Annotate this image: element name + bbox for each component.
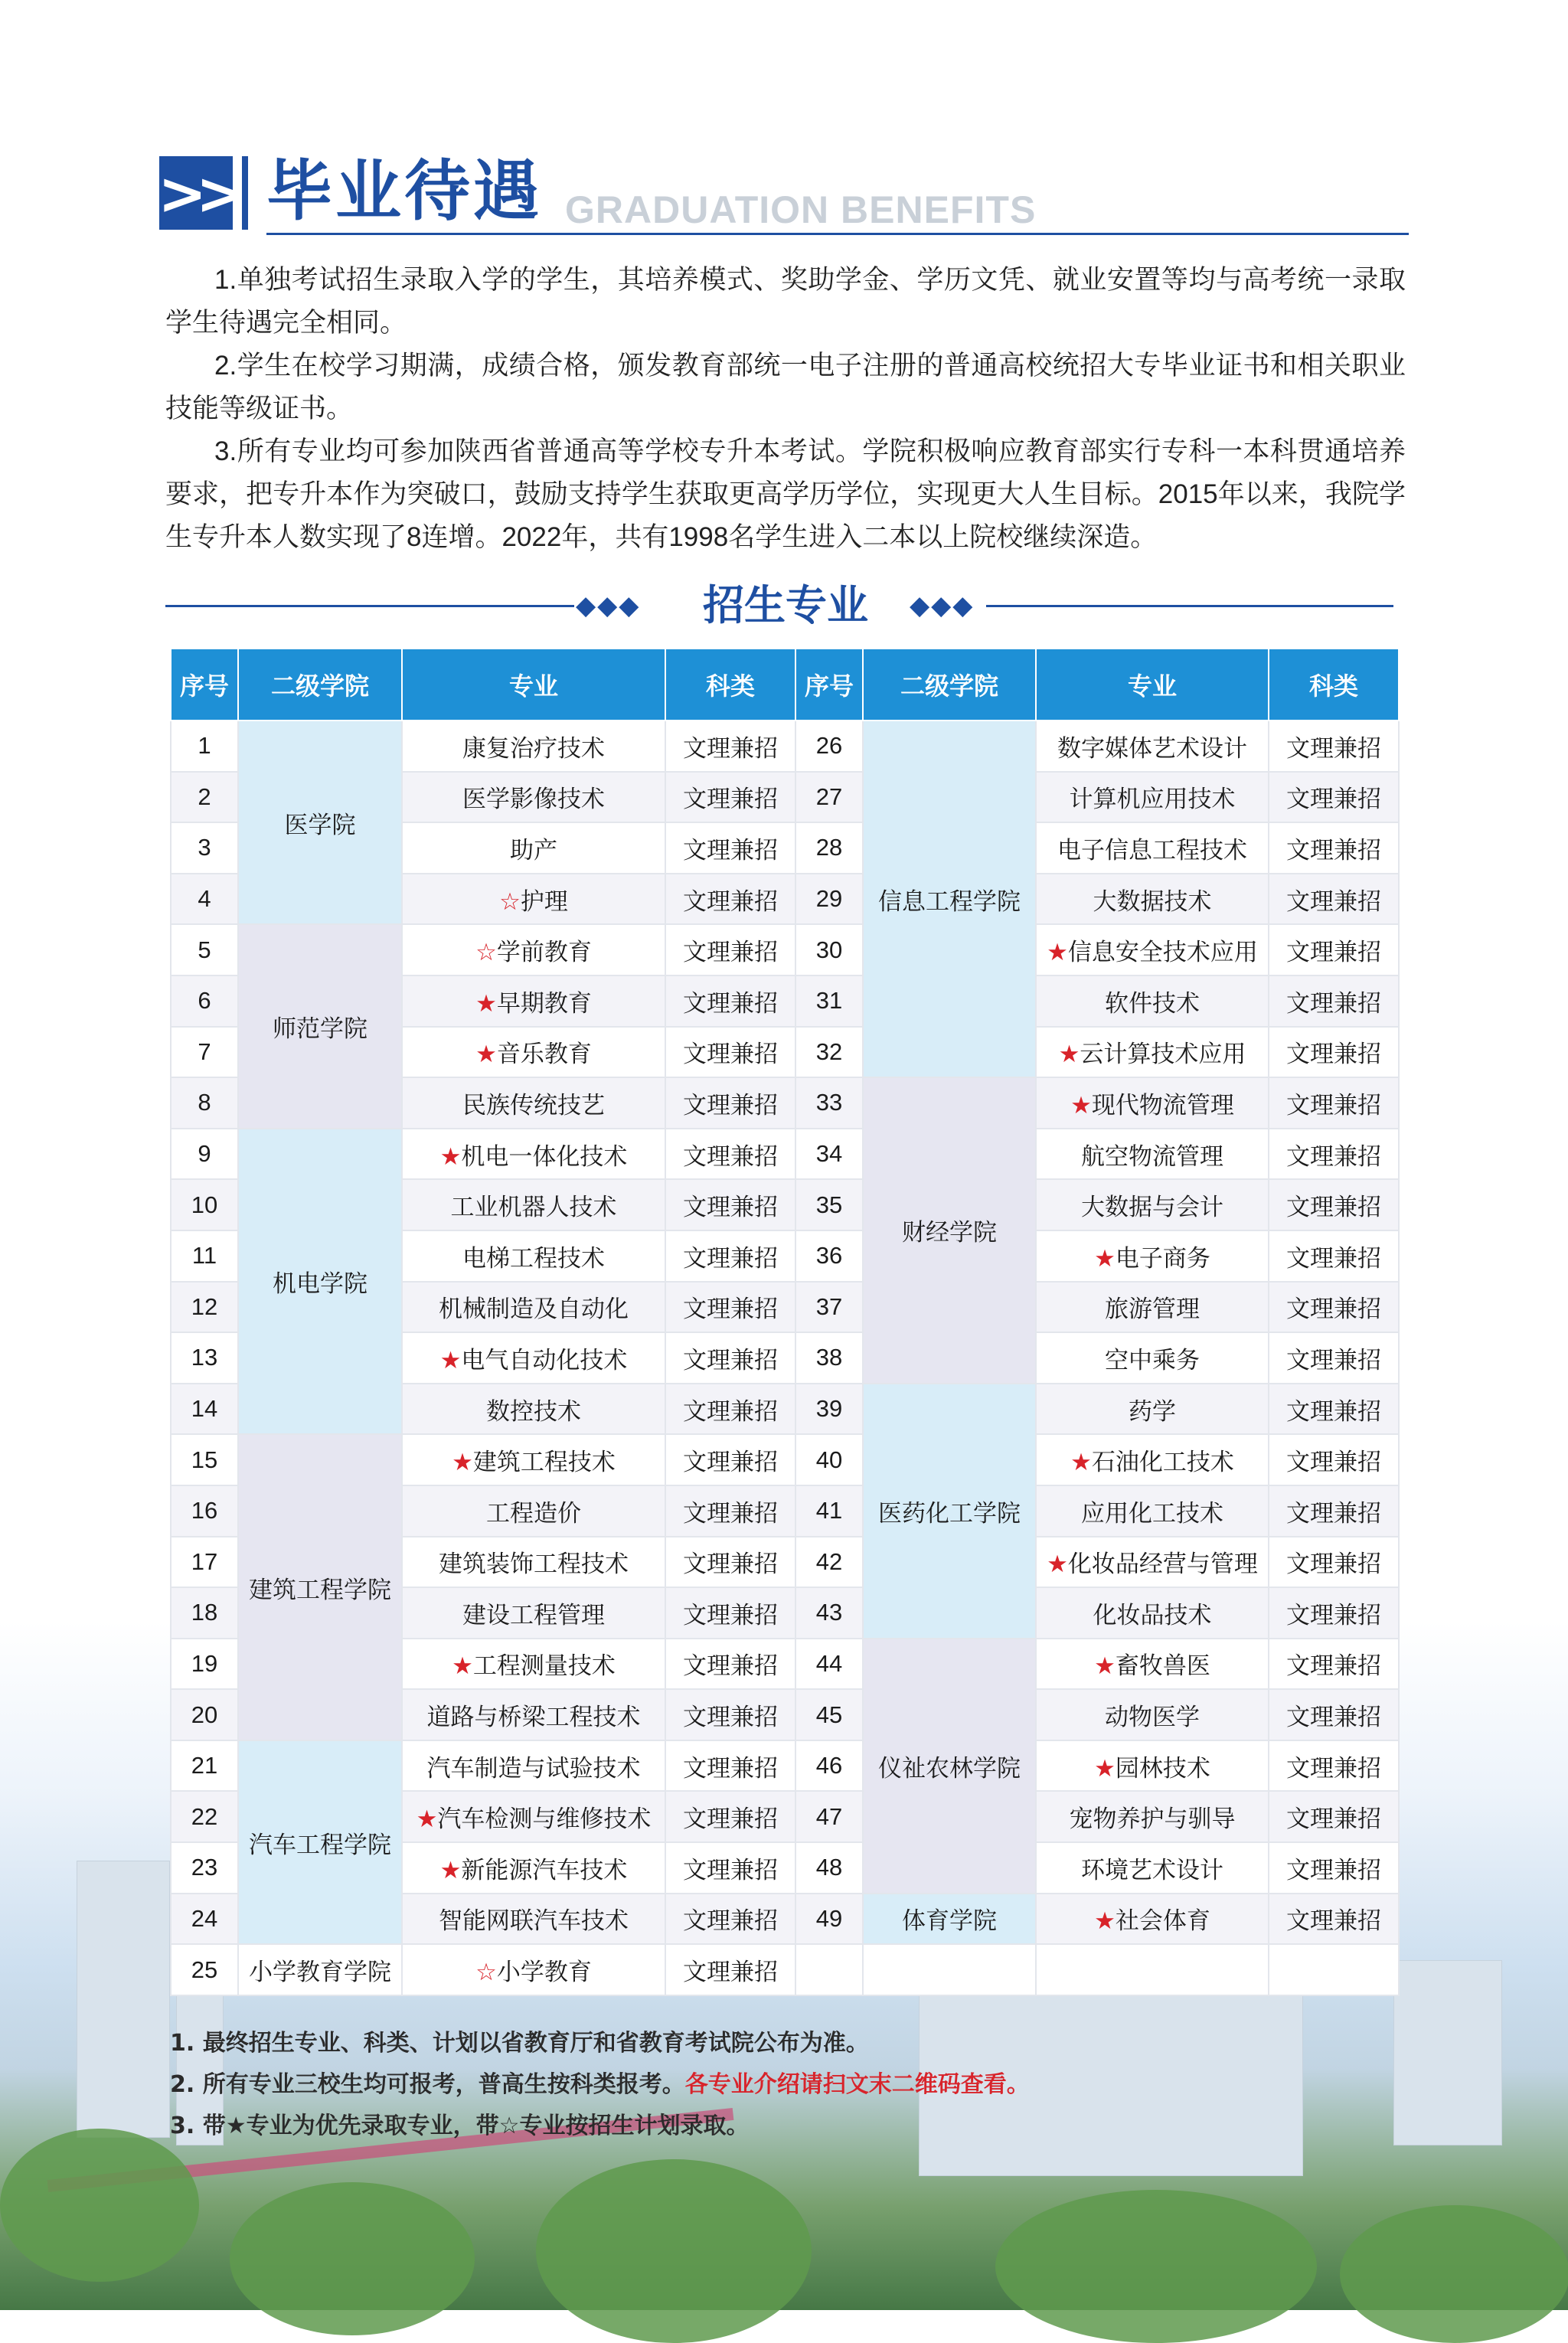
college-cell: 小学教育学院 <box>238 1944 402 1995</box>
category-cell: 文理兼招 <box>665 1537 795 1588</box>
major-name: 电梯工程技术 <box>462 1244 605 1272</box>
solid-star-icon: ★ <box>1094 1652 1116 1680</box>
category-cell: 文理兼招 <box>665 1689 795 1740</box>
row-number: 46 <box>795 1740 863 1792</box>
category-cell: 文理兼招 <box>1269 721 1399 772</box>
row-number: 2 <box>171 772 238 823</box>
background-tree <box>230 2182 475 2335</box>
major-name: 民族传统技艺 <box>462 1091 605 1119</box>
row-number: 28 <box>795 822 863 874</box>
major-cell <box>402 1179 665 1230</box>
header-cell: 专业 <box>1036 649 1269 721</box>
major-name: 助产 <box>510 836 557 864</box>
category-cell: 文理兼招 <box>665 975 795 1027</box>
row-number: 38 <box>795 1332 863 1384</box>
row-number: 27 <box>795 772 863 823</box>
major-cell <box>1036 1791 1269 1842</box>
note-text: 1. 最终招生专业、科类、计划以省教育厅和省教育考试院公布为准。 <box>170 2030 869 2057</box>
category-cell: 文理兼招 <box>665 1944 795 1995</box>
benefit-paragraph: 1.单独考试招生录取入学的学生，其培养模式、奖助学金、学历文凭、就业安置等均与高考统一录取学生待遇完全相同。 <box>165 265 1406 338</box>
hollow-star-icon: ☆ <box>499 887 521 915</box>
row-number: 25 <box>171 1944 238 1995</box>
major-cell <box>402 1689 665 1740</box>
row-number: 1 <box>171 721 238 772</box>
note-line <box>170 2106 1472 2147</box>
solid-star-icon: ★ <box>452 1449 473 1476</box>
major-cell <box>402 1077 665 1129</box>
solid-star-icon: ★ <box>439 1142 462 1170</box>
solid-star-icon: ★ <box>1047 1551 1068 1578</box>
row-number: 19 <box>171 1639 238 1690</box>
major-cell <box>1036 1282 1269 1333</box>
major-name: 空中乘务 <box>1105 1346 1200 1374</box>
category-cell: 文理兼招 <box>1269 1639 1399 1690</box>
major-cell <box>1036 822 1269 874</box>
major-name: 电子商务 <box>1115 1244 1210 1272</box>
category-cell: 文理兼招 <box>1269 1587 1399 1639</box>
category-cell: 文理兼招 <box>1269 1894 1399 1945</box>
row-number: 26 <box>795 721 863 772</box>
category-cell: 文理兼招 <box>665 1027 795 1078</box>
major-name: 数控技术 <box>486 1397 581 1425</box>
major-name: 计算机应用技术 <box>1069 786 1236 813</box>
category-cell: 文理兼招 <box>665 1282 795 1333</box>
row-number: 7 <box>171 1027 238 1078</box>
majors-section-title <box>165 579 1393 632</box>
major-name: 环境艺术设计 <box>1081 1856 1223 1884</box>
college-cell: 医学院 <box>238 721 402 924</box>
heading-bar <box>242 156 248 230</box>
category-cell: 文理兼招 <box>665 1842 795 1894</box>
row-number: 12 <box>171 1282 238 1333</box>
college-cell: 机电学院 <box>238 1129 402 1435</box>
table-row <box>171 1434 1399 1485</box>
header-cell: 序号 <box>795 649 863 721</box>
college-cell: 医药化工学院 <box>863 1384 1036 1639</box>
solid-star-icon: ★ <box>1070 1091 1092 1119</box>
category-cell: 文理兼招 <box>665 1740 795 1792</box>
category-cell: 文理兼招 <box>665 1129 795 1180</box>
row-number: 4 <box>171 874 238 925</box>
major-cell <box>1036 1027 1269 1078</box>
major-cell <box>1036 1740 1269 1792</box>
major-cell <box>1036 1230 1269 1282</box>
major-name: 道路与桥梁工程技术 <box>426 1704 641 1731</box>
major-name: 药学 <box>1129 1397 1176 1425</box>
row-number: 14 <box>171 1384 238 1435</box>
row-number: 15 <box>171 1434 238 1485</box>
solid-star-icon: ★ <box>475 1041 497 1068</box>
major-cell <box>1036 1639 1269 1690</box>
notes <box>170 2023 1472 2147</box>
category-cell: 文理兼招 <box>1269 1027 1399 1078</box>
row-number: 21 <box>171 1740 238 1792</box>
major-name: 音乐教育 <box>496 1041 592 1068</box>
category-cell: 文理兼招 <box>665 772 795 823</box>
category-cell: 文理兼招 <box>1269 874 1399 925</box>
major-cell <box>402 1537 665 1588</box>
major-cell <box>402 975 665 1027</box>
solid-star-icon: ★ <box>1058 1041 1080 1068</box>
note-line <box>170 2064 1472 2106</box>
hollow-star-icon: ☆ <box>475 1959 497 1986</box>
section-title: 招生专业 <box>703 581 868 629</box>
row-number: 6 <box>171 975 238 1027</box>
major-name: 电气自动化技术 <box>461 1346 628 1374</box>
background-tree <box>536 2159 812 2343</box>
major-name: 社会体育 <box>1115 1907 1210 1935</box>
category-cell: 文理兼招 <box>1269 1842 1399 1894</box>
row-number: 42 <box>795 1537 863 1588</box>
solid-star-icon: ★ <box>439 1856 462 1884</box>
major-cell <box>402 1282 665 1333</box>
category-cell: 文理兼招 <box>665 1077 795 1129</box>
note-line <box>170 2023 1472 2064</box>
major-name: 智能网联汽车技术 <box>439 1907 629 1935</box>
major-cell <box>1036 975 1269 1027</box>
row-number: 47 <box>795 1791 863 1842</box>
major-name: 石油化工技术 <box>1091 1449 1234 1476</box>
college-cell: 财经学院 <box>863 1077 1036 1384</box>
category-cell: 文理兼招 <box>1269 1282 1399 1333</box>
row-number: 35 <box>795 1179 863 1230</box>
category-cell: 文理兼招 <box>665 874 795 925</box>
major-name: 工业机器人技术 <box>450 1194 617 1221</box>
solid-star-icon: ★ <box>416 1805 438 1833</box>
major-name: 软件技术 <box>1105 989 1200 1017</box>
category-cell: 文理兼招 <box>665 924 795 975</box>
row-number: 16 <box>171 1485 238 1537</box>
divider-line <box>165 605 574 607</box>
major-name: 旅游管理 <box>1105 1296 1200 1323</box>
category-cell: 文理兼招 <box>1269 924 1399 975</box>
row-number: 13 <box>171 1332 238 1384</box>
table-body <box>171 721 1399 1995</box>
row-number: 30 <box>795 924 863 975</box>
category-cell: 文理兼招 <box>665 1434 795 1485</box>
major-name: 信息安全技术应用 <box>1067 939 1258 966</box>
note-text: 2. 所有专业三校生均可报考，普高生按科类报考。 <box>170 2071 685 2098</box>
major-cell <box>1036 924 1269 975</box>
header-cell: 二级学院 <box>238 649 402 721</box>
major-cell <box>402 1027 665 1078</box>
major-name: 云计算技术应用 <box>1080 1041 1246 1068</box>
major-name: 数字媒体艺术设计 <box>1057 734 1247 762</box>
major-name: 畜牧兽医 <box>1115 1652 1210 1680</box>
row-number: 29 <box>795 874 863 925</box>
row-number: 11 <box>171 1230 238 1282</box>
row-number: 41 <box>795 1485 863 1537</box>
row-number: 22 <box>171 1791 238 1842</box>
major-name: 工程造价 <box>486 1499 581 1527</box>
row-number: 18 <box>171 1587 238 1639</box>
table-row <box>171 721 1399 772</box>
category-cell: 文理兼招 <box>1269 1332 1399 1384</box>
category-cell: 文理兼招 <box>665 1179 795 1230</box>
category-cell: 文理兼招 <box>665 1894 795 1945</box>
row-number: 36 <box>795 1230 863 1282</box>
row-number: 34 <box>795 1129 863 1180</box>
category-cell: 文理兼招 <box>665 1485 795 1537</box>
major-name: 化妆品经营与管理 <box>1067 1551 1258 1578</box>
major-cell <box>1036 1587 1269 1639</box>
empty-cell <box>1269 1944 1399 1995</box>
major-cell <box>1036 1332 1269 1384</box>
row-number: 40 <box>795 1434 863 1485</box>
major-cell <box>402 822 665 874</box>
major-cell <box>402 1944 665 1995</box>
row-number: 5 <box>171 924 238 975</box>
header-cell: 科类 <box>665 649 795 721</box>
row-number: 17 <box>171 1537 238 1588</box>
solid-star-icon: ★ <box>452 1652 473 1680</box>
major-cell <box>1036 1485 1269 1537</box>
background-building <box>77 1861 170 2138</box>
major-cell <box>1036 1179 1269 1230</box>
college-cell: 体育学院 <box>863 1894 1036 1945</box>
category-cell: 文理兼招 <box>1269 1791 1399 1842</box>
major-cell <box>402 1485 665 1537</box>
major-cell <box>1036 874 1269 925</box>
major-name: 机电一体化技术 <box>461 1142 628 1170</box>
major-cell <box>402 772 665 823</box>
major-name: 动物医学 <box>1105 1704 1200 1731</box>
benefits-text <box>165 259 1406 559</box>
major-name: 康复治疗技术 <box>462 734 605 762</box>
benefit-paragraph: 3.所有专业均可参加陕西省普通高等学校专升本考试。学院积极响应教育部实行专科一本科贯通培养要求，把专升本作为突破口，鼓励支持学生获取更高学历学位，实现更大人生目标。2015年以来，我院学生专升本人数实现了8连增。2022年，共有1998名学生进入二本以上院校继续深造。 <box>165 436 1406 552</box>
row-number: 24 <box>171 1894 238 1945</box>
major-name: 建设工程管理 <box>462 1601 605 1629</box>
major-cell <box>402 1129 665 1180</box>
solid-star-icon: ★ <box>475 989 497 1017</box>
major-name: 园林技术 <box>1115 1754 1210 1782</box>
row-number: 10 <box>171 1179 238 1230</box>
table-row <box>171 1740 1399 1792</box>
major-cell <box>402 1384 665 1435</box>
category-cell: 文理兼招 <box>665 1384 795 1435</box>
solid-star-icon: ★ <box>1094 1754 1116 1782</box>
row-number: 33 <box>795 1077 863 1129</box>
category-cell: 文理兼招 <box>1269 975 1399 1027</box>
major-name: 建筑工程技术 <box>472 1449 616 1476</box>
row-number: 43 <box>795 1587 863 1639</box>
empty-cell <box>1036 1944 1269 1995</box>
header-cell: 二级学院 <box>863 649 1036 721</box>
major-cell <box>402 874 665 925</box>
college-cell: 建筑工程学院 <box>238 1434 402 1740</box>
major-name: 新能源汽车技术 <box>461 1856 628 1884</box>
row-number: 44 <box>795 1639 863 1690</box>
note-text: 3. 带★专业为优先录取专业，带☆专业按招生计划录取。 <box>170 2113 750 2139</box>
solid-star-icon: ★ <box>439 1346 462 1374</box>
major-name: 早期教育 <box>496 989 592 1017</box>
major-cell <box>1036 721 1269 772</box>
major-cell <box>402 1332 665 1384</box>
table-row <box>171 924 1399 975</box>
table-row <box>171 1944 1399 1995</box>
row-number: 8 <box>171 1077 238 1129</box>
category-cell: 文理兼招 <box>1269 1485 1399 1537</box>
college-cell: 师范学院 <box>238 924 402 1128</box>
category-cell: 文理兼招 <box>1269 822 1399 874</box>
row-number: 9 <box>171 1129 238 1180</box>
major-cell <box>402 924 665 975</box>
row-number: 31 <box>795 975 863 1027</box>
note-highlight: 各专业介绍请扫文末二维码查看。 <box>684 2071 1030 2098</box>
major-cell <box>1036 1129 1269 1180</box>
major-name: 大数据与会计 <box>1081 1194 1223 1221</box>
major-name: 电子信息工程技术 <box>1057 836 1247 864</box>
background-tree <box>995 2190 1317 2343</box>
major-cell <box>1036 1537 1269 1588</box>
college-cell: 仪祉农林学院 <box>863 1639 1036 1894</box>
major-cell <box>402 1230 665 1282</box>
category-cell: 文理兼招 <box>665 721 795 772</box>
major-name: 医学影像技术 <box>462 786 605 813</box>
major-cell <box>1036 1894 1269 1945</box>
category-cell: 文理兼招 <box>665 1587 795 1639</box>
heading-title-english: GRADUATION BENEFITS <box>565 188 1037 231</box>
category-cell: 文理兼招 <box>1269 772 1399 823</box>
solid-star-icon: ★ <box>1094 1244 1116 1272</box>
row-number: 39 <box>795 1384 863 1435</box>
background-tree <box>1340 2205 1568 2343</box>
category-cell: 文理兼招 <box>1269 1740 1399 1792</box>
category-cell: 文理兼招 <box>665 1639 795 1690</box>
major-name: 化妆品技术 <box>1093 1601 1212 1629</box>
row-number: 45 <box>795 1689 863 1740</box>
solid-star-icon: ★ <box>1094 1907 1116 1935</box>
empty-cell <box>863 1944 1036 1995</box>
row-number: 3 <box>171 822 238 874</box>
category-cell: 文理兼招 <box>1269 1129 1399 1180</box>
row-number: 48 <box>795 1842 863 1894</box>
row-number: 49 <box>795 1894 863 1945</box>
major-name: 航空物流管理 <box>1081 1142 1223 1170</box>
major-cell <box>402 1587 665 1639</box>
category-cell: 文理兼招 <box>665 1791 795 1842</box>
major-cell <box>1036 772 1269 823</box>
section-heading <box>159 153 1409 237</box>
divider-line <box>986 605 1393 607</box>
diamond-icon: ◆◆◆ <box>576 590 641 621</box>
major-name: 大数据技术 <box>1093 887 1212 915</box>
heading-title: 毕业待遇 <box>266 152 542 230</box>
category-cell: 文理兼招 <box>1269 1689 1399 1740</box>
major-name: 现代物流管理 <box>1091 1091 1234 1119</box>
hollow-star-icon: ☆ <box>475 939 497 966</box>
header-cell: 序号 <box>171 649 238 721</box>
category-cell: 文理兼招 <box>1269 1384 1399 1435</box>
category-cell: 文理兼招 <box>1269 1179 1399 1230</box>
major-cell <box>1036 1434 1269 1485</box>
major-cell <box>1036 1077 1269 1129</box>
major-name: 宠物养护与驯导 <box>1069 1805 1236 1833</box>
solid-star-icon: ★ <box>1070 1449 1092 1476</box>
diamond-icon: ◆◆◆ <box>910 590 975 621</box>
background-tree <box>0 2129 199 2282</box>
table-header-row <box>171 649 1399 721</box>
major-cell <box>402 1791 665 1842</box>
college-cell: 汽车工程学院 <box>238 1740 402 1944</box>
category-cell: 文理兼招 <box>665 822 795 874</box>
major-cell <box>402 721 665 772</box>
row-number: 20 <box>171 1689 238 1740</box>
category-cell: 文理兼招 <box>665 1230 795 1282</box>
major-name: 护理 <box>520 887 568 915</box>
heading-underline <box>266 233 1409 235</box>
major-name: 应用化工技术 <box>1081 1499 1223 1527</box>
major-name: 学前教育 <box>496 939 592 966</box>
row-number: 23 <box>171 1842 238 1894</box>
row-number: 32 <box>795 1027 863 1078</box>
major-name: 工程测量技术 <box>472 1652 616 1680</box>
solid-star-icon: ★ <box>1047 939 1068 966</box>
category-cell: 文理兼招 <box>1269 1434 1399 1485</box>
major-cell <box>402 1434 665 1485</box>
header-cell: 专业 <box>402 649 665 721</box>
header-cell: 科类 <box>1269 649 1399 721</box>
category-cell: 文理兼招 <box>1269 1230 1399 1282</box>
category-cell: 文理兼招 <box>665 1332 795 1384</box>
major-cell <box>1036 1842 1269 1894</box>
row-number: 37 <box>795 1282 863 1333</box>
empty-cell <box>795 1944 863 1995</box>
major-name: 汽车制造与试验技术 <box>426 1754 641 1782</box>
major-cell <box>402 1842 665 1894</box>
major-name: 机械制造及自动化 <box>439 1296 629 1323</box>
major-cell <box>402 1894 665 1945</box>
major-cell <box>402 1740 665 1792</box>
major-cell <box>402 1639 665 1690</box>
college-cell: 信息工程学院 <box>863 721 1036 1077</box>
category-cell: 文理兼招 <box>1269 1077 1399 1129</box>
major-name: 建筑装饰工程技术 <box>439 1551 629 1578</box>
major-cell <box>1036 1689 1269 1740</box>
table-row <box>171 1129 1399 1180</box>
benefit-paragraph: 2.学生在校学习期满，成绩合格，颁发教育部统一电子注册的普通高校统招大专毕业证书和相关职业技能等级证书。 <box>165 351 1406 423</box>
major-name: 小学教育 <box>496 1959 592 1986</box>
double-chevron-icon: >> <box>159 156 233 230</box>
category-cell: 文理兼招 <box>1269 1537 1399 1588</box>
major-name: 汽车检测与维修技术 <box>437 1805 652 1833</box>
major-cell <box>1036 1384 1269 1435</box>
majors-table <box>170 648 1400 1996</box>
